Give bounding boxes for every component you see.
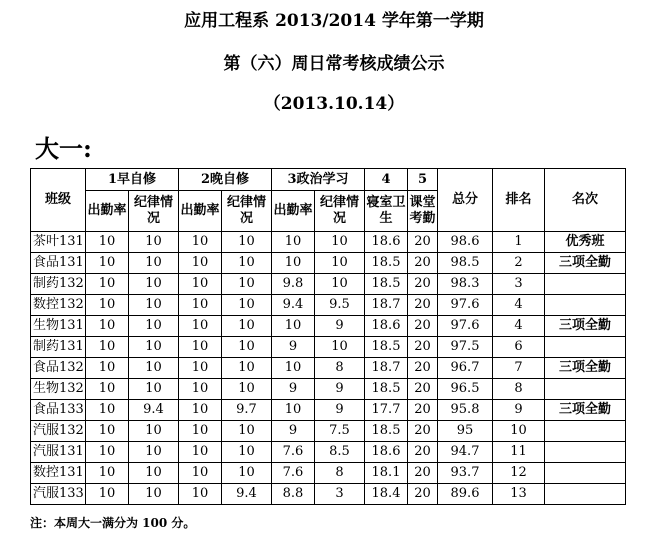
section-title: 大一: — [35, 134, 92, 163]
table-row — [31, 484, 626, 505]
cell-total-score: 98.6 — [438, 232, 493, 253]
cell-political-discipline: 8 — [315, 463, 365, 484]
document-title: 应用工程系 2013/2014 学年第一学期 — [184, 11, 484, 31]
header-political-study: 3政治学习 — [272, 169, 365, 191]
cell-morning-discipline: 10 — [129, 295, 179, 316]
cell-political-discipline: 10 — [315, 253, 365, 274]
cell-morning-attendance: 10 — [86, 274, 129, 295]
header-attendance: 出勤率 — [179, 191, 222, 232]
cell-evening-discipline: 10 — [222, 463, 272, 484]
cell-political-attendance: 7.6 — [272, 442, 315, 463]
header-dorm-number: 4 — [365, 169, 408, 191]
table-row — [31, 463, 626, 484]
cell-evening-discipline: 10 — [222, 316, 272, 337]
cell-evening-discipline: 9.7 — [222, 400, 272, 421]
cell-dorm-hygiene: 18.7 — [365, 295, 408, 316]
cell-honor: 三项全勤 — [545, 316, 626, 337]
cell-morning-attendance: 10 — [86, 295, 129, 316]
cell-morning-attendance: 10 — [86, 337, 129, 358]
cell-class-name: 数控131 — [31, 463, 86, 484]
cell-evening-attendance: 10 — [179, 379, 222, 400]
cell-honor — [545, 295, 626, 316]
cell-political-discipline: 9 — [315, 316, 365, 337]
cell-dorm-hygiene: 18.5 — [365, 421, 408, 442]
header-class: 班级 — [31, 169, 86, 232]
header-evening-study: 2晚自修 — [179, 169, 272, 191]
header-class-attendance: 课堂考勤 — [408, 191, 438, 232]
cell-political-attendance: 10 — [272, 358, 315, 379]
cell-total-score: 96.7 — [438, 358, 493, 379]
cell-dorm-hygiene: 18.5 — [365, 253, 408, 274]
cell-political-discipline: 9 — [315, 379, 365, 400]
cell-class-name: 汽服132 — [31, 421, 86, 442]
cell-political-attendance: 7.6 — [272, 463, 315, 484]
cell-morning-discipline: 10 — [129, 316, 179, 337]
cell-morning-attendance: 10 — [86, 232, 129, 253]
cell-dorm-hygiene: 18.4 — [365, 484, 408, 505]
cell-political-discipline: 8.5 — [315, 442, 365, 463]
cell-evening-discipline: 10 — [222, 253, 272, 274]
cell-political-attendance: 10 — [272, 232, 315, 253]
cell-class-name: 茶叶131 — [31, 232, 86, 253]
table-row — [31, 232, 626, 253]
cell-evening-discipline: 10 — [222, 232, 272, 253]
table-row — [31, 337, 626, 358]
cell-morning-attendance: 10 — [86, 421, 129, 442]
header-total: 总分 — [438, 169, 493, 232]
footnote: 注：本周大一满分为 100 分。 — [30, 516, 196, 530]
cell-total-score: 95 — [438, 421, 493, 442]
cell-evening-discipline: 9.4 — [222, 484, 272, 505]
cell-class-attendance: 20 — [408, 274, 438, 295]
cell-political-attendance: 8.8 — [272, 484, 315, 505]
cell-class-name: 数控132 — [31, 295, 86, 316]
cell-class-name: 汽服133 — [31, 484, 86, 505]
cell-rank: 4 — [493, 316, 545, 337]
cell-evening-attendance: 10 — [179, 316, 222, 337]
cell-morning-discipline: 10 — [129, 484, 179, 505]
header-discipline: 纪律情况 — [315, 191, 365, 232]
cell-total-score: 96.5 — [438, 379, 493, 400]
cell-rank: 2 — [493, 253, 545, 274]
cell-class-name: 汽服131 — [31, 442, 86, 463]
cell-evening-attendance: 10 — [179, 295, 222, 316]
cell-morning-attendance: 10 — [86, 253, 129, 274]
cell-class-name: 食品132 — [31, 358, 86, 379]
cell-class-attendance: 20 — [408, 358, 438, 379]
header-class-attendance-number: 5 — [408, 169, 438, 191]
cell-evening-discipline: 10 — [222, 358, 272, 379]
cell-class-attendance: 20 — [408, 442, 438, 463]
cell-evening-attendance: 10 — [179, 463, 222, 484]
cell-class-attendance: 20 — [408, 253, 438, 274]
cell-political-discipline: 10 — [315, 337, 365, 358]
header-honor: 名次 — [545, 169, 626, 232]
cell-morning-attendance: 10 — [86, 316, 129, 337]
cell-evening-attendance: 10 — [179, 274, 222, 295]
table-row — [31, 379, 626, 400]
cell-morning-discipline: 10 — [129, 358, 179, 379]
cell-morning-discipline: 10 — [129, 421, 179, 442]
cell-class-attendance: 20 — [408, 379, 438, 400]
cell-honor — [545, 379, 626, 400]
cell-total-score: 95.8 — [438, 400, 493, 421]
cell-dorm-hygiene: 18.7 — [365, 358, 408, 379]
cell-class-attendance: 20 — [408, 316, 438, 337]
cell-political-discipline: 10 — [315, 274, 365, 295]
cell-total-score: 98.3 — [438, 274, 493, 295]
table-row — [31, 442, 626, 463]
cell-dorm-hygiene: 17.7 — [365, 400, 408, 421]
cell-morning-discipline: 10 — [129, 274, 179, 295]
cell-political-attendance: 9.8 — [272, 274, 315, 295]
cell-total-score: 93.7 — [438, 463, 493, 484]
cell-honor: 优秀班 — [545, 232, 626, 253]
cell-rank: 4 — [493, 295, 545, 316]
cell-dorm-hygiene: 18.6 — [365, 316, 408, 337]
cell-political-attendance: 10 — [272, 316, 315, 337]
cell-dorm-hygiene: 18.5 — [365, 379, 408, 400]
cell-honor — [545, 274, 626, 295]
cell-political-discipline: 9 — [315, 400, 365, 421]
cell-honor — [545, 442, 626, 463]
cell-honor: 三项全勤 — [545, 358, 626, 379]
cell-morning-attendance: 10 — [86, 442, 129, 463]
table-row — [31, 316, 626, 337]
cell-class-name: 生物132 — [31, 379, 86, 400]
cell-political-attendance: 10 — [272, 400, 315, 421]
cell-rank: 6 — [493, 337, 545, 358]
cell-morning-attendance: 10 — [86, 484, 129, 505]
cell-total-score: 97.5 — [438, 337, 493, 358]
cell-evening-attendance: 10 — [179, 232, 222, 253]
cell-class-name: 制药131 — [31, 337, 86, 358]
cell-class-attendance: 20 — [408, 421, 438, 442]
cell-political-discipline: 10 — [315, 232, 365, 253]
cell-morning-discipline: 9.4 — [129, 400, 179, 421]
cell-morning-attendance: 10 — [86, 358, 129, 379]
cell-morning-discipline: 10 — [129, 232, 179, 253]
cell-honor — [545, 337, 626, 358]
cell-evening-attendance: 10 — [179, 337, 222, 358]
cell-morning-attendance: 10 — [86, 463, 129, 484]
cell-class-attendance: 20 — [408, 337, 438, 358]
table-row — [31, 400, 626, 421]
cell-evening-discipline: 10 — [222, 442, 272, 463]
cell-rank: 3 — [493, 274, 545, 295]
cell-dorm-hygiene: 18.6 — [365, 232, 408, 253]
table-row — [31, 295, 626, 316]
cell-honor — [545, 484, 626, 505]
cell-class-attendance: 20 — [408, 463, 438, 484]
cell-total-score: 94.7 — [438, 442, 493, 463]
cell-honor: 三项全勤 — [545, 400, 626, 421]
cell-dorm-hygiene: 18.5 — [365, 274, 408, 295]
cell-political-attendance: 9 — [272, 421, 315, 442]
cell-dorm-hygiene: 18.5 — [365, 337, 408, 358]
cell-political-attendance: 10 — [272, 253, 315, 274]
cell-class-attendance: 20 — [408, 484, 438, 505]
cell-class-name: 生物131 — [31, 316, 86, 337]
header-morning-study: 1早自修 — [86, 169, 179, 191]
cell-rank: 13 — [493, 484, 545, 505]
cell-political-attendance: 9.4 — [272, 295, 315, 316]
cell-class-attendance: 20 — [408, 232, 438, 253]
cell-rank: 12 — [493, 463, 545, 484]
cell-morning-discipline: 10 — [129, 463, 179, 484]
header-attendance: 出勤率 — [86, 191, 129, 232]
cell-evening-attendance: 10 — [179, 421, 222, 442]
cell-total-score: 97.6 — [438, 295, 493, 316]
cell-evening-discipline: 10 — [222, 295, 272, 316]
cell-rank: 8 — [493, 379, 545, 400]
cell-morning-discipline: 10 — [129, 379, 179, 400]
cell-political-attendance: 9 — [272, 379, 315, 400]
cell-class-name: 食品133 — [31, 400, 86, 421]
cell-rank: 11 — [493, 442, 545, 463]
cell-evening-discipline: 10 — [222, 337, 272, 358]
cell-evening-discipline: 10 — [222, 274, 272, 295]
cell-morning-attendance: 10 — [86, 400, 129, 421]
score-table — [30, 168, 626, 505]
cell-evening-attendance: 10 — [179, 442, 222, 463]
cell-dorm-hygiene: 18.6 — [365, 442, 408, 463]
cell-total-score: 97.6 — [438, 316, 493, 337]
cell-total-score: 89.6 — [438, 484, 493, 505]
cell-honor — [545, 463, 626, 484]
table-header-row-1 — [31, 169, 626, 191]
cell-evening-discipline: 10 — [222, 421, 272, 442]
document-date: （2013.10.14） — [263, 94, 405, 114]
table-row — [31, 358, 626, 379]
cell-evening-attendance: 10 — [179, 358, 222, 379]
header-discipline: 纪律情况 — [129, 191, 179, 232]
cell-class-name: 制药132 — [31, 274, 86, 295]
table-row — [31, 253, 626, 274]
document-subtitle: 第（六）周日常考核成绩公示 — [223, 54, 445, 74]
header-discipline: 纪律情况 — [222, 191, 272, 232]
cell-morning-discipline: 10 — [129, 253, 179, 274]
cell-class-name: 食品131 — [31, 253, 86, 274]
cell-evening-attendance: 10 — [179, 484, 222, 505]
cell-political-discipline: 3 — [315, 484, 365, 505]
cell-rank: 7 — [493, 358, 545, 379]
header-dorm-hygiene: 寝室卫生 — [365, 191, 408, 232]
cell-honor: 三项全勤 — [545, 253, 626, 274]
cell-total-score: 98.5 — [438, 253, 493, 274]
cell-morning-attendance: 10 — [86, 379, 129, 400]
cell-morning-discipline: 10 — [129, 337, 179, 358]
cell-morning-discipline: 10 — [129, 442, 179, 463]
table-row — [31, 274, 626, 295]
cell-political-attendance: 9 — [272, 337, 315, 358]
cell-political-discipline: 8 — [315, 358, 365, 379]
header-rank: 排名 — [493, 169, 545, 232]
cell-political-discipline: 7.5 — [315, 421, 365, 442]
cell-evening-attendance: 10 — [179, 253, 222, 274]
cell-evening-attendance: 10 — [179, 400, 222, 421]
cell-class-attendance: 20 — [408, 400, 438, 421]
table-row — [31, 421, 626, 442]
cell-class-attendance: 20 — [408, 295, 438, 316]
cell-rank: 10 — [493, 421, 545, 442]
cell-political-discipline: 9.5 — [315, 295, 365, 316]
cell-honor — [545, 421, 626, 442]
cell-rank: 9 — [493, 400, 545, 421]
cell-rank: 1 — [493, 232, 545, 253]
header-attendance: 出勤率 — [272, 191, 315, 232]
cell-dorm-hygiene: 18.1 — [365, 463, 408, 484]
cell-evening-discipline: 10 — [222, 379, 272, 400]
